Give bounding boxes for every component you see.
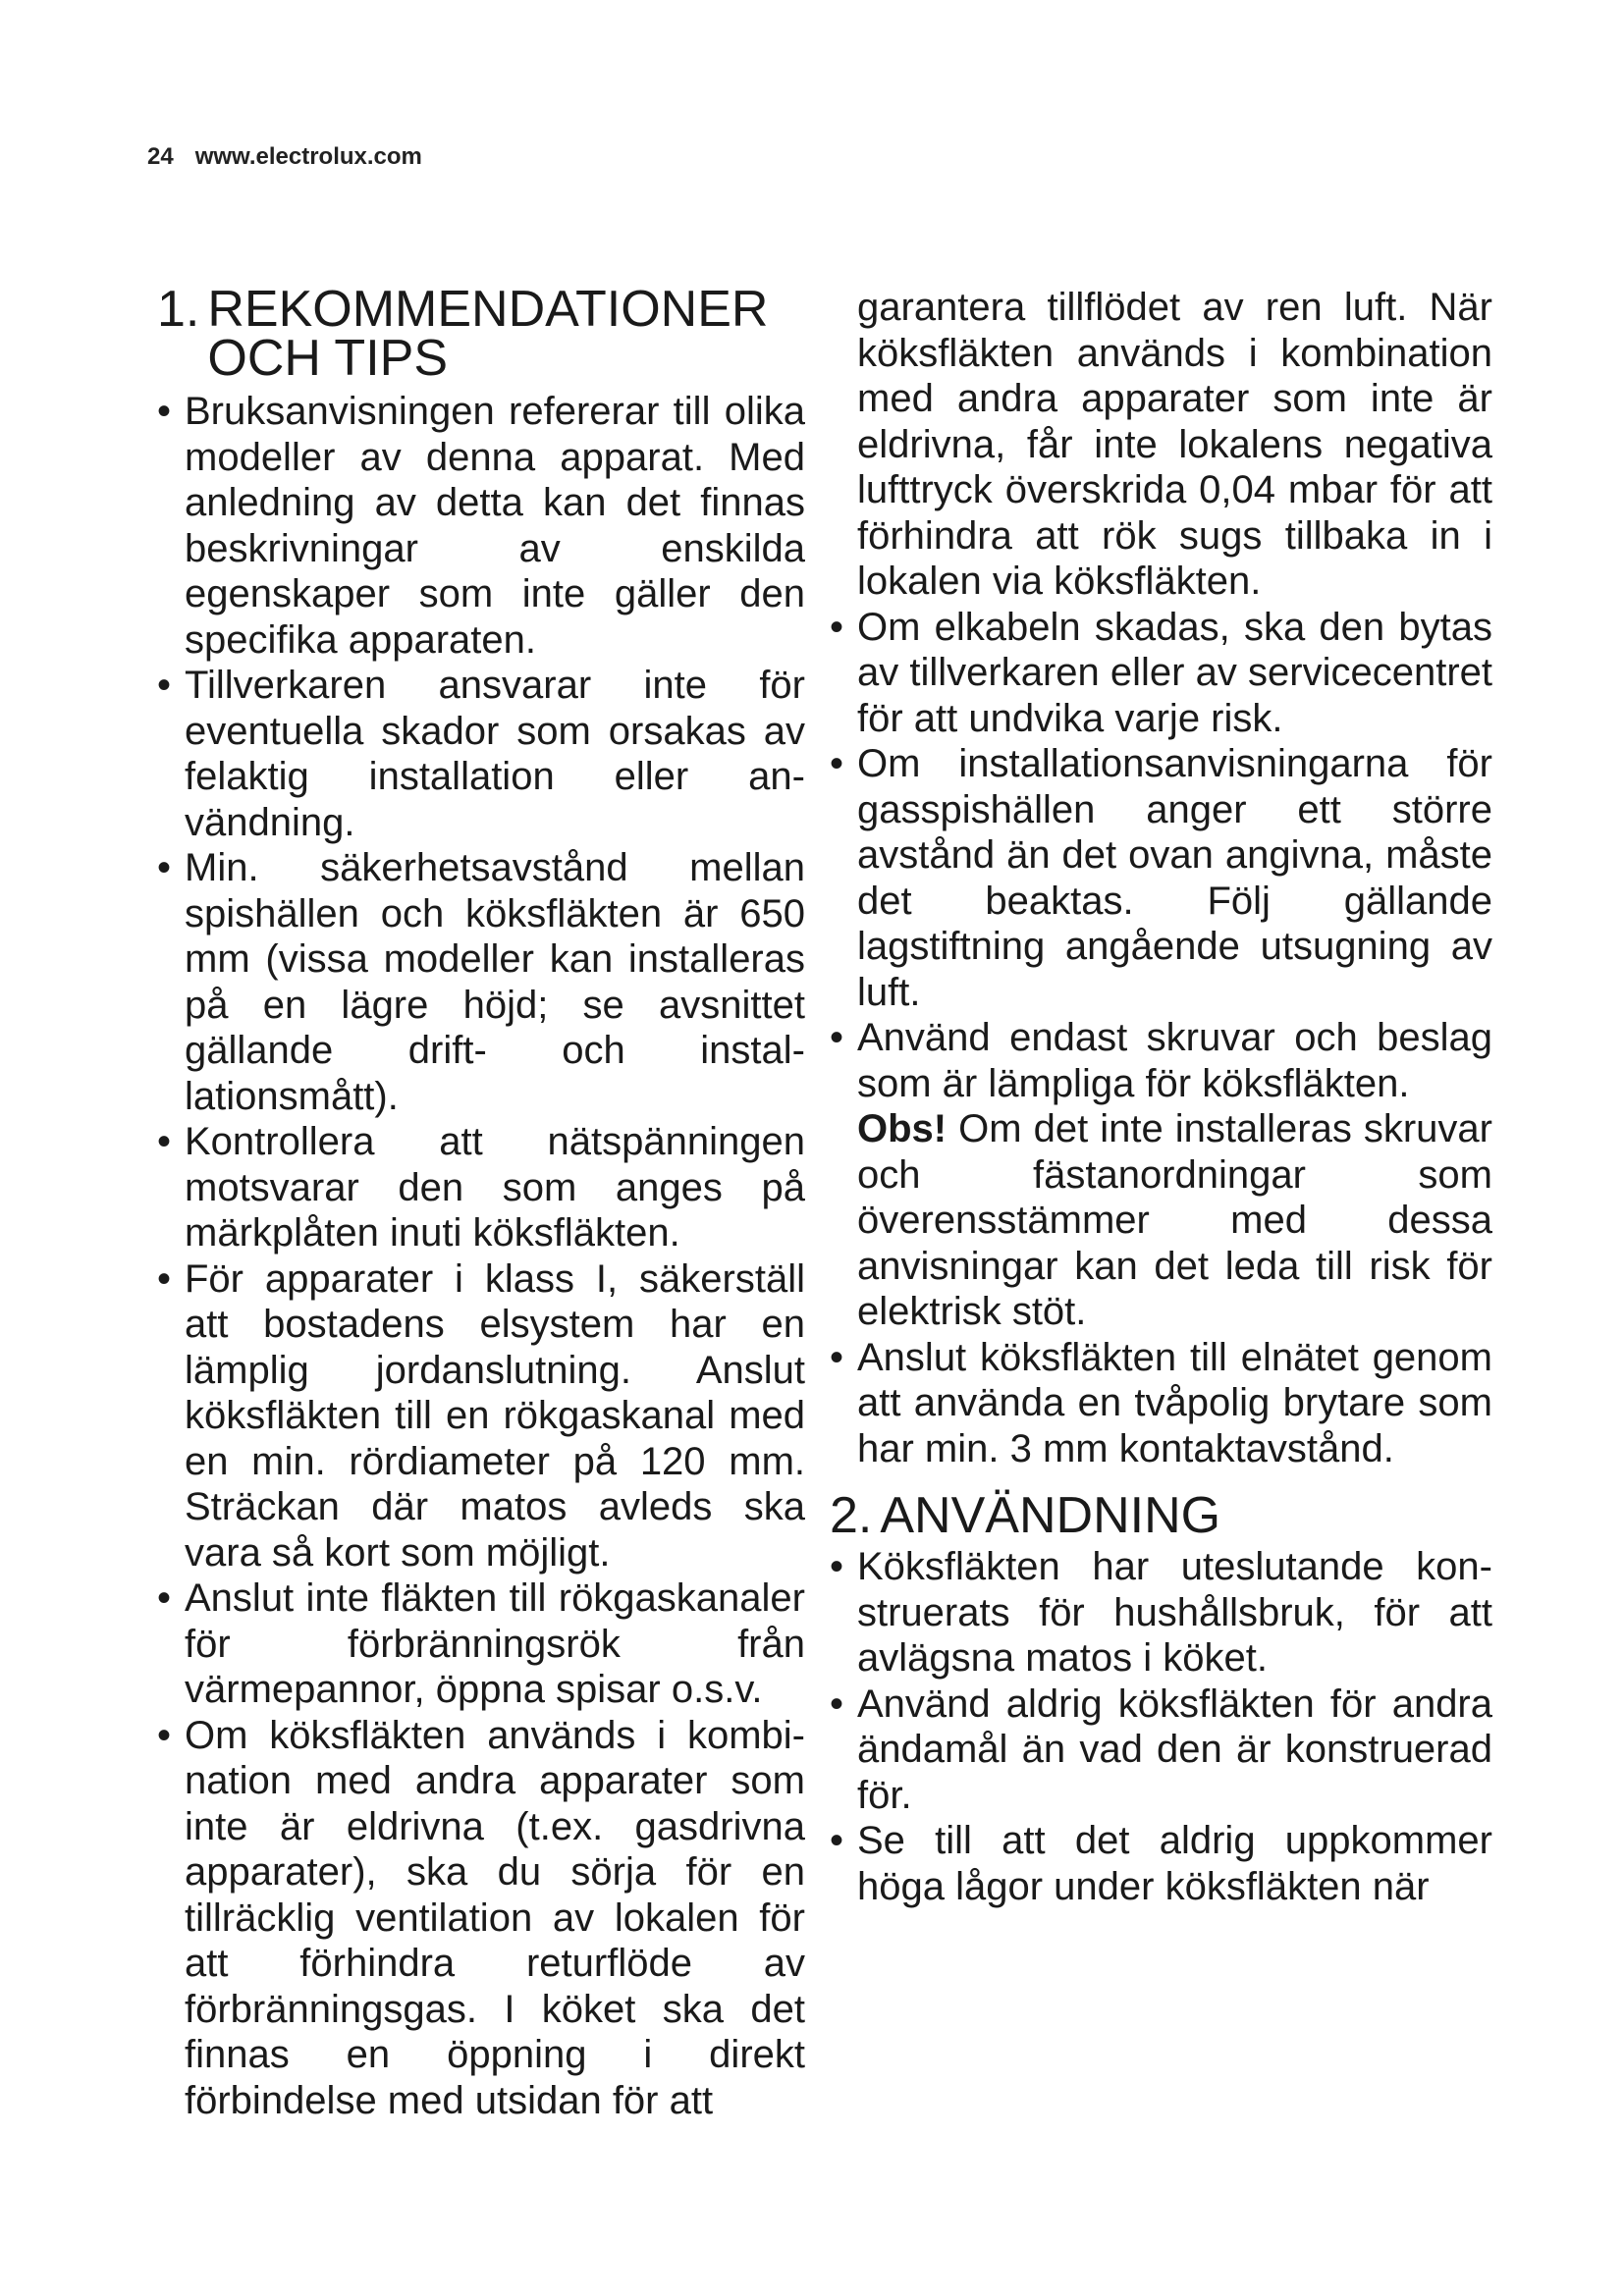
list-item: • Tillverkaren ansvarar inte för eventuella skador som orsakas av felaktig installation eller användning. [157,663,805,845]
left-column [157,281,805,2123]
section-1-list-end [830,1335,1492,1472]
page-header [147,143,422,171]
section-2-title: ANVÄNDNING [880,1487,1221,1544]
section-1-title: REKOMMENDATIONER OCH TIPS [207,281,769,387]
list-item: • Om elkabeln skadas, ska den bytas av tillverkaren eller av servicecentret för att undvika varje risk. [830,605,1492,742]
list-item: • Använd endast skruvar och beslag som är lämpliga för köksfläkten. [830,1015,1492,1106]
list-item: • Om köksfläkten används i kombination med andra apparater som inte är eldrivna (t.ex. gasdrivna apparater), ska du sörja för en tillräcklig ventilation av lokalen för att förhindra returflöde av förbränningsgas. I köket ska det finnas en öppning i direkt förbindelse med utsidan för att [157,1713,805,2124]
list-item: • Anslut köksfläkten till elnätet genom att använda en tvåpolig brytare som har min. 3 mm kontaktavstånd. [830,1335,1492,1472]
list-item: • Se till att det aldrig uppkommer höga lågor under köksfläkten när [830,1818,1492,1909]
list-item: • För apparater i klass I, säkerställ att bostadens elsystem har en lämplig jordanslutning. Anslut köksfläkten till en rökgaskanal med en min. rördiameter på 120 mm. Sträckan där matos avleds ska vara så kort som möjligt. [157,1256,805,1576]
section-1-heading [157,281,805,387]
website-url: www.electrolux.com [194,143,422,170]
note-text: Om det inte installeras skruvar och fästanordningar som överensstämmer med dessa anvisningar kan det leda till risk för elektrisk stöt. [857,1107,1492,1333]
section-1-number: 1. [157,281,200,338]
section-1-list-continued [830,605,1492,1107]
list-item: • Anslut inte fläkten till rökgaskanaler för förbränningsrök från värmepannor, öppna spisar o.s.v. [157,1575,805,1713]
right-column [830,285,1492,1909]
safety-note [830,1106,1492,1335]
section-2-heading [830,1487,1492,1544]
page-number: 24 [147,143,174,170]
list-item: • Använd aldrig köksfläkten för andra ändamål än vad den är konstruerad för. [830,1682,1492,1819]
list-item: • Köksfläkten har uteslutande konstruerats för hushållsbruk, för att avlägsna matos i köket. [830,1544,1492,1682]
list-item: • Kontrollera att nätspänningen motsvarar den som anges på märkplåten inuti köksfläkten. [157,1119,805,1256]
list-item: • Min. säkerhetsavstånd mellan spishällen och köksfläkten är 650 mm (vissa modeller kan installeras på en lägre höjd; se avsnittet gällande drift- och installationsmått). [157,845,805,1119]
note-label: Obs! [857,1107,947,1150]
section-2-list [830,1544,1492,1909]
section-2-number: 2. [830,1487,873,1544]
section-1-list [157,389,805,2123]
list-item: • Om installationsanvisningarna för gasspishällen anger ett större avstånd än det ovan angivna, måste det beaktas. Följ gällande lagstiftning angående utsugning av luft. [830,741,1492,1015]
list-item: • Bruksanvisningen refererar till olika modeller av denna apparat. Med anledning av detta kan det finnas beskrivningar av enskilda egenskaper som inte gäller den specifika apparaten. [157,389,805,663]
list-item-continuation: garantera tillflödet av ren luft. När köksfläkten används i kombination med andra apparater som inte är eldrivna, får inte lokalens negativa lufttryck överskrida 0,04 mbar för att förhindra att rök sugs tillbaka in i lokalen via köksfläkten. [857,286,1492,603]
